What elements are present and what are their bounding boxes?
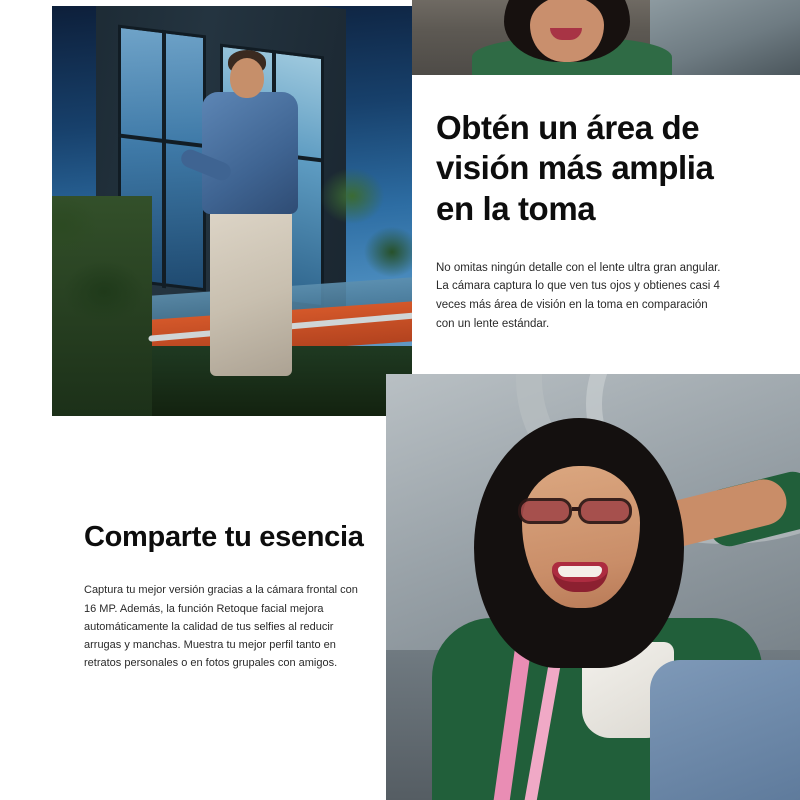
hero-foliage-right bbox=[312, 156, 412, 296]
wide-angle-body: No omitas ningún detalle con el lente ultra gran angular. La cámara captura lo que ven tus ojos y obtienes casi 4 veces más área de visión en la toma en comparación con un lente estándar. bbox=[436, 261, 721, 330]
front-camera-body: Captura tu mejor versión gracias a la cámara frontal con 16 MP. Además, la función Retoque facial mejora automáticamente la calidad de tus selfies al reducir arrugas y manchas. Muestra tu mejor perfil tanto en retratos personales o en fotos grupales con amigos. bbox=[84, 584, 358, 669]
top-strip-photo bbox=[412, 0, 800, 75]
wide-angle-headline: Obtén un área de visión más amplia en la toma bbox=[436, 109, 714, 227]
hero-person-face bbox=[230, 58, 264, 98]
hero-foliage-left bbox=[52, 196, 152, 416]
sunglasses-lens-right bbox=[578, 498, 632, 524]
selfie-photo bbox=[386, 374, 800, 800]
top-strip-glass-panel bbox=[650, 0, 800, 75]
selfie-teeth bbox=[558, 566, 602, 577]
selfie-denim-jeans bbox=[650, 660, 800, 800]
hero-person-jacket bbox=[202, 92, 298, 214]
front-camera-headline: Comparte tu esencia bbox=[84, 521, 364, 553]
sunglasses-lens-left bbox=[518, 498, 572, 524]
hero-window-mullion bbox=[162, 30, 166, 288]
hero-photo bbox=[52, 6, 412, 416]
feature-block-wide-angle bbox=[436, 108, 736, 333]
sunglasses-icon bbox=[518, 498, 646, 524]
hero-person-pants bbox=[210, 204, 292, 376]
feature-block-front-camera bbox=[84, 520, 374, 672]
